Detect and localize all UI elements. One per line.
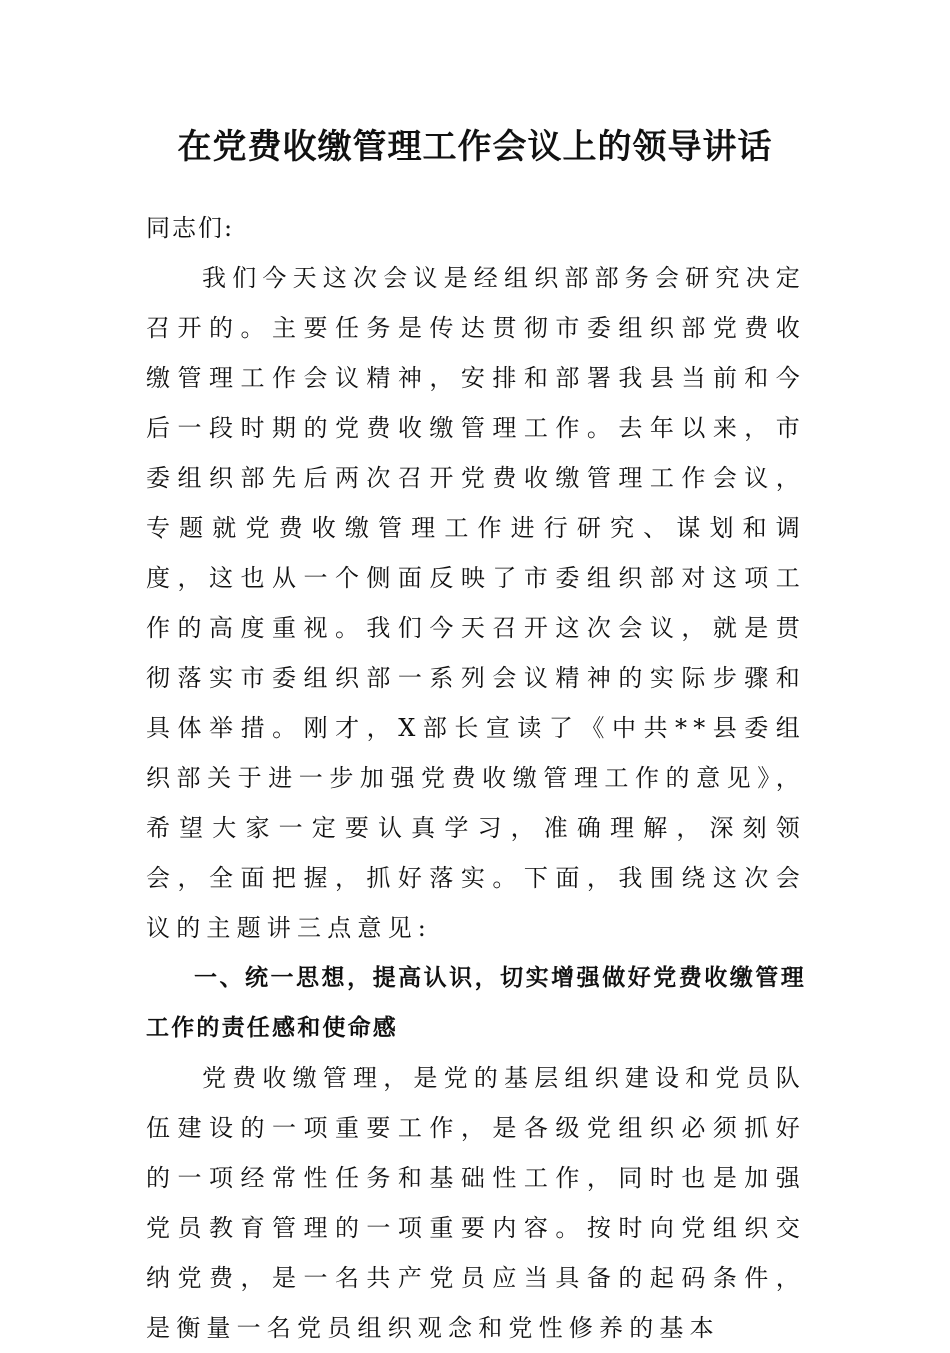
paragraph-opening: 我们今天这次会议是经组织部部务会研究决定召开的。主要任务是传达贯彻市委组织部党费收缴管理工作会议精神，安排和部署我县当前和今后一段时期的党费收缴管理工作。去年以来，市委组织部先后两次召开党费收缴管理工作会议，专题就党费收缴管理工作进行研究、谋划和调度，这也从一个侧面反映了市委组织部对这项工作的高度重视。我们今天召开这次会议，就是贯彻落实市委组织部一系列会议精神的实际步骤和具体举措。刚才，X部长宣读了《中共**县委组织部关于进一步加强党费收缴管理工作的意见》，希望大家一定要认真学习，准确理解，深刻领会，全面把握，抓好落实。下面，我围绕这次会议的主题讲三点意见: <box>146 264 807 942</box>
section-heading-1: 一、统一思想，提高认识，切实增强做好党费收缴管理工作的责任感和使命感 <box>146 965 806 1041</box>
document-body <box>146 203 806 1353</box>
document-title: 在党费收缴管理工作会议上的领导讲话 <box>177 127 773 167</box>
paragraph-section-1: 党费收缴管理，是党的基层组织建设和党员队伍建设的一项重要工作，是各级党组织必须抓好的一项经常性任务和基础性工作，同时也是加强党员教育管理的一项重要内容。按时向党组织交纳党费，是一名共产党员应当具备的起码条件，是衡量一名党员组织观念和党性修养的基本 <box>146 1064 806 1342</box>
salutation: 同志们: <box>146 214 235 242</box>
